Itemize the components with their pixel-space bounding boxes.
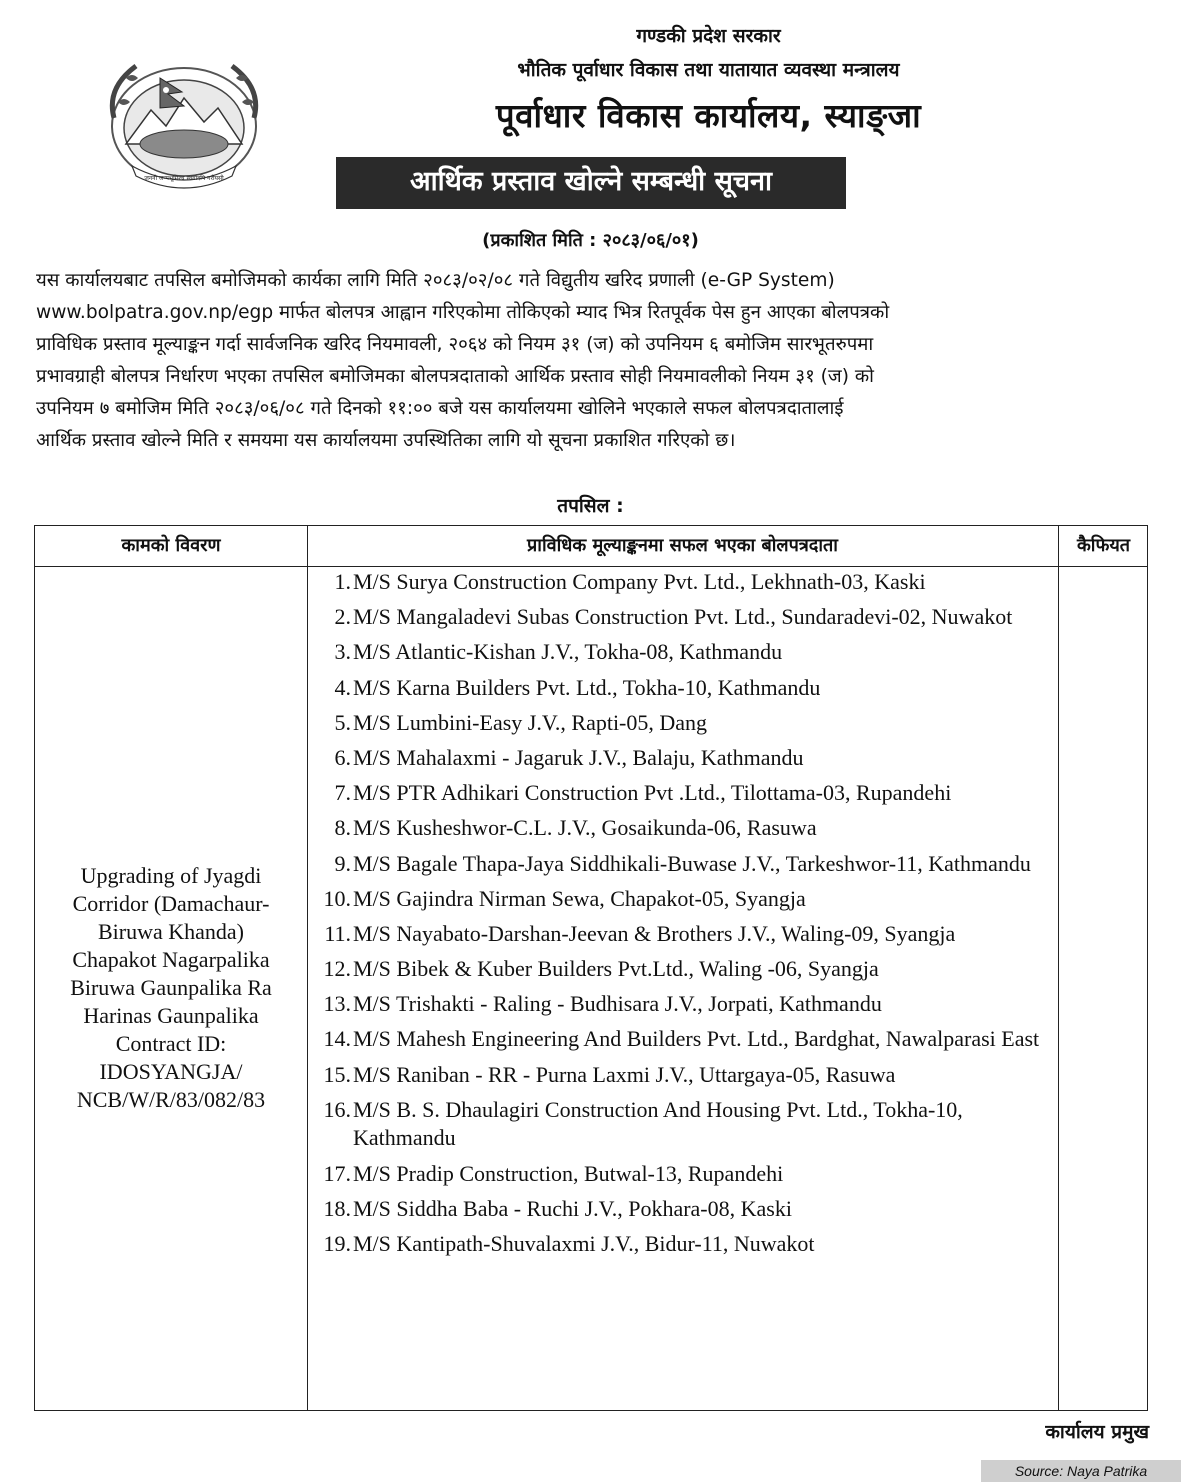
item-number: 9. — [334, 850, 351, 876]
item-number: 13. — [323, 991, 351, 1017]
bidder-name: M/S Lumbini-Easy J.V., Rapti-05, Dang — [353, 709, 708, 735]
body-line: आर्थिक प्रस्ताव खोल्ने मिति र समयमा यस कार्यालयमा उपस्थितिका लागि यो सूचना प्रकाशित गरिएको छ। — [36, 430, 736, 451]
list-item — [315, 1025, 1055, 1054]
item-number: 4. — [334, 674, 351, 700]
item-number: 7. — [334, 780, 351, 806]
body-line: उपनियम ७ बमोजिम मिति २०८३/०६/०८ गते दिनको ११:०० बजे यस कार्यालयमा खोलिने भएकाले सफल बोलपत्रदातालाई — [36, 398, 844, 419]
bidder-name: M/S Raniban - RR - Purna Laxmi J.V., Uttargaya-05, Rasuwa — [353, 1061, 896, 1087]
bidder-name: M/S Gajindra Nirman Sewa, Chapakot-05, Syangja — [353, 885, 806, 911]
emblem-motto: जननी जन्मभूमिश्च स्वर्गादपि गरीयसी — [144, 175, 224, 182]
column-divider — [307, 526, 308, 1410]
work-description — [35, 862, 307, 1114]
body-line: प्राविधिक प्रस्ताव मूल्याङ्कन गर्दा सार्वजनिक खरिद नियमावली, २०६४ को नियम ३१ (ज) को उपनियम ६ बमोजिम सारभूतरुपमा — [36, 334, 874, 355]
item-number: 5. — [334, 709, 351, 735]
ministry-name: भौतिक पूर्वाधार विकास तथा यातायात व्यवस्था मन्त्रालय — [517, 59, 900, 81]
list-item — [315, 1160, 1055, 1189]
source-credit: Source: Naya Patrika — [981, 1460, 1181, 1482]
work-line: Upgrading of Jyagdi — [80, 863, 262, 888]
bidder-list — [315, 568, 1055, 1265]
work-line: IDOSYANGJA/ — [99, 1059, 243, 1084]
work-line: Biruwa Gaunpalika Ra — [70, 975, 272, 1000]
bidder-name: M/S Kusheshwor-C.L. J.V., Gosaikunda-06, Rasuwa — [353, 815, 817, 841]
item-number: 15. — [323, 1061, 351, 1087]
item-number: 10. — [323, 885, 351, 911]
item-number: 1. — [334, 569, 351, 594]
list-item — [315, 814, 1055, 843]
header-divider — [35, 566, 1147, 567]
notice-body — [36, 265, 1148, 457]
list-item — [315, 920, 1055, 949]
list-item — [315, 955, 1055, 984]
list-item — [315, 744, 1055, 773]
list-item — [315, 603, 1055, 632]
bidder-name: M/S Bibek & Kuber Builders Pvt.Ltd., Waling -06, Syangja — [353, 956, 879, 982]
bidder-name: M/S Surya Construction Company Pvt. Ltd., Lekhnath-03, Kaski — [353, 569, 926, 594]
government-name: गण्डकी प्रदेश सरकार — [636, 25, 781, 47]
bidder-name: M/S Trishakti - Raling - Budhisara J.V., Jorpati, Kathmandu — [353, 991, 882, 1017]
work-line: Chapakot Nagarpalika — [72, 947, 270, 972]
body-line: यस कार्यालयबाट तपसिल बमोजिमको कार्यका लागि मिति २०८३/०२/०८ गते विद्युतीय खरिद प्रणाली (e-GP System) — [36, 270, 835, 291]
bidder-name: M/S Kantipath-Shuvalaxmi J.V., Bidur-11, Nuwakot — [353, 1230, 815, 1256]
item-number: 18. — [323, 1195, 351, 1221]
bidder-name: M/S Bagale Thapa-Jaya Siddhikali-Buwase J.V., Tarkeshwor-11, Kathmandu — [353, 850, 1031, 876]
bidder-name: M/S Mahalaxmi - Jagaruk J.V., Balaju, Kathmandu — [353, 744, 804, 770]
list-item — [315, 1195, 1055, 1224]
bidder-name: M/S PTR Adhikari Construction Pvt .Ltd., Tilottama-03, Rupandehi — [353, 780, 952, 806]
bidder-name: M/S Siddha Baba - Ruchi J.V., Pokhara-08, Kaski — [353, 1195, 792, 1221]
work-line: Biruwa Khanda) — [97, 919, 244, 944]
schedule-heading: तपसिल : — [557, 495, 624, 517]
bidder-name: M/S Nayabato-Darshan-Jeevan & Brothers J.V., Waling-09, Syangja — [353, 920, 956, 946]
work-line: Harinas Gaunpalika — [83, 1003, 259, 1028]
list-item — [315, 779, 1055, 808]
bidder-name: M/S Atlantic-Kishan J.V., Tokha-08, Kathmandu — [353, 639, 783, 665]
item-number: 6. — [334, 744, 351, 770]
item-number: 14. — [323, 1026, 351, 1052]
item-number: 17. — [323, 1160, 351, 1186]
work-line: Contract ID: — [115, 1031, 227, 1056]
list-item — [315, 568, 1055, 597]
bidder-name: M/S Karna Builders Pvt. Ltd., Tokha-10, Kathmandu — [353, 674, 821, 700]
list-item — [315, 1061, 1055, 1090]
column-header-bidders: प्राविधिक मूल्याङ्कनमा सफल भएका बोलपत्रदाता — [527, 535, 838, 556]
column-divider — [1058, 526, 1059, 1410]
list-item — [315, 674, 1055, 703]
office-name: पूर्वाधार विकास कार्यालय, स्याङ्जा — [495, 96, 922, 135]
column-header-work: कामको विवरण — [121, 535, 221, 556]
item-number: 2. — [334, 604, 351, 630]
list-item — [315, 850, 1055, 879]
office-chief-signoff: कार्यालय प्रमुख — [1045, 1421, 1149, 1443]
work-line: Corridor (Damachaur- — [72, 891, 270, 916]
list-item — [315, 709, 1055, 738]
item-number: 3. — [334, 639, 351, 665]
item-number: 16. — [323, 1096, 351, 1122]
published-date: (प्रकाशित मिति : २०८३/०६/०१) — [482, 230, 699, 251]
item-number: 11. — [324, 920, 351, 946]
bidder-name: M/S B. S. Dhaulagiri Construction And Housing Pvt. Ltd., Tokha-10, Kathmandu — [353, 1096, 963, 1151]
list-item — [315, 1096, 1055, 1153]
notice-title: आर्थिक प्रस्ताव खोल्ने सम्बन्धी सूचना — [336, 157, 846, 209]
body-line: www.bolpatra.gov.np/egp मार्फत बोलपत्र आह्वान गरिएकोमा तोकिएको म्याद भित्र रितपूर्वक पेस हुन आएका बोलपत्रको — [36, 302, 890, 323]
bidders-table — [34, 525, 1148, 1411]
column-header-remarks: कैफियत — [1076, 535, 1131, 556]
work-line: NCB/W/R/83/082/83 — [76, 1087, 266, 1112]
item-number: 12. — [323, 956, 351, 982]
item-number: 8. — [334, 815, 351, 841]
list-item — [315, 885, 1055, 914]
list-item — [315, 638, 1055, 667]
bidder-name: M/S Mahesh Engineering And Builders Pvt. Ltd., Bardghat, Nawalparasi East — [353, 1026, 1040, 1052]
body-line: प्रभावग्राही बोलपत्र निर्धारण भएका तपसिल बमोजिमका बोलपत्रदाताको आर्थिक प्रस्ताव सोही नियमावलीको नियम ३१ (ज) को — [36, 366, 874, 387]
item-number: 19. — [323, 1230, 351, 1256]
list-item — [315, 990, 1055, 1019]
list-item — [315, 1230, 1055, 1259]
bidder-name: M/S Pradip Construction, Butwal-13, Rupandehi — [353, 1160, 784, 1186]
bidder-name: M/S Mangaladevi Subas Construction Pvt. Ltd., Sundaradevi-02, Nuwakot — [353, 604, 1013, 630]
